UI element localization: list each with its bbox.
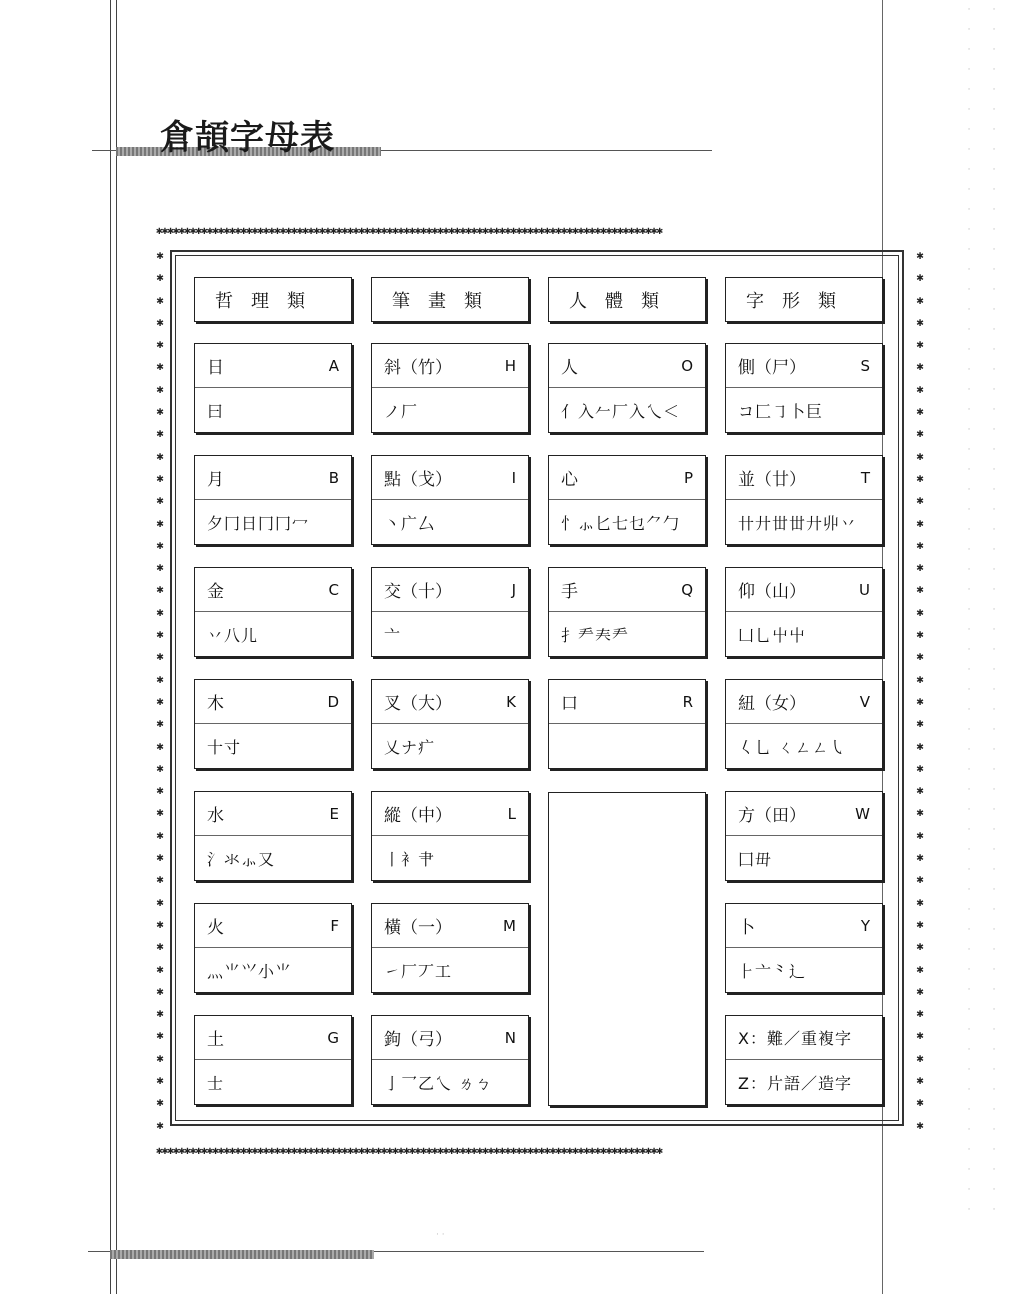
x-key-line: X：難／重複字 bbox=[726, 1016, 882, 1060]
radical-header bbox=[726, 456, 882, 500]
radical-header bbox=[372, 1016, 528, 1060]
radical-key-letter: U bbox=[859, 580, 870, 599]
radical-header bbox=[372, 904, 528, 948]
radical-box-t bbox=[725, 455, 883, 545]
radical-auxiliary-shapes: コ匚㇆卜巨 bbox=[738, 401, 824, 421]
radical-key-letter: V bbox=[859, 692, 870, 711]
bottom-shade-bar bbox=[110, 1250, 374, 1259]
right-edge-dots-2: · · · · · · · · · · · · · · · · · · · · · · · · · · · · · · · · · · · · · · · · · · · · · · · · · · · · · · · · · · · · · bbox=[992, 5, 996, 1215]
radical-key-letter: Q bbox=[681, 580, 693, 599]
radical-auxiliary-shapes: 乂ナ疒 bbox=[384, 737, 436, 757]
radical-key-letter: K bbox=[506, 692, 516, 711]
radical-key-letter: T bbox=[860, 468, 870, 487]
radical-box-k bbox=[371, 679, 529, 769]
radical-name: 側（尸） bbox=[738, 358, 806, 378]
radical-header bbox=[726, 568, 882, 612]
radical-key-letter: G bbox=[327, 1028, 339, 1047]
radical-name: 鉤（弓） bbox=[384, 1030, 452, 1050]
radical-box-m bbox=[371, 903, 529, 993]
radical-name: 金 bbox=[207, 582, 224, 602]
radical-box-c bbox=[194, 567, 352, 657]
radical-auxiliary-shapes bbox=[549, 724, 705, 768]
radical-header bbox=[195, 456, 351, 500]
radical-key-letter: P bbox=[683, 468, 693, 487]
radical-box-i bbox=[371, 455, 529, 545]
radical-header bbox=[549, 344, 705, 388]
radical-auxiliary-shapes: 士 bbox=[207, 1073, 225, 1093]
radical-header bbox=[549, 680, 705, 724]
radical-box-j bbox=[371, 567, 529, 657]
radical-box-b bbox=[194, 455, 352, 545]
category-strokes: 筆 畫 類 bbox=[371, 277, 529, 322]
radical-name: 木 bbox=[207, 694, 224, 714]
radical-auxiliary-shapes: 𡿨乚 ㄑㄥㄥ㇂ bbox=[738, 737, 847, 757]
radical-box-s bbox=[725, 343, 883, 433]
radical-auxiliary-shapes: 曰 bbox=[207, 401, 225, 421]
radical-auxiliary-shapes: ノ厂 bbox=[384, 401, 419, 421]
radical-header bbox=[549, 568, 705, 612]
radical-header bbox=[195, 792, 351, 836]
radical-box-a bbox=[194, 343, 352, 433]
radical-header bbox=[195, 904, 351, 948]
radical-key-letter: A bbox=[328, 356, 339, 375]
radical-box-h bbox=[371, 343, 529, 433]
radical-box-w bbox=[725, 791, 883, 881]
radical-key-letter: L bbox=[507, 804, 516, 823]
radical-header bbox=[195, 568, 351, 612]
left-margin-line bbox=[110, 0, 111, 1294]
radical-auxiliary-shapes: 亅乛乙乀 ㄌㄅ bbox=[384, 1073, 493, 1093]
left-margin-line-2 bbox=[116, 0, 117, 1294]
star-border-bottom: ✱✱✱✱✱✱✱✱✱✱✱✱✱✱✱✱✱✱✱✱✱✱✱✱✱✱✱✱✱✱✱✱✱✱✱✱✱✱✱✱✱✱✱✱✱✱✱✱✱✱✱✱✱✱✱✱✱✱✱✱✱✱✱✱✱✱✱✱✱✱✱✱✱✱✱✱✱✱✱✱✱✱✱✱✱✱✱✱✱✱ bbox=[156, 1144, 663, 1157]
radical-header bbox=[372, 344, 528, 388]
radical-name: 手 bbox=[561, 582, 578, 602]
category-body: 人 體 類 bbox=[548, 277, 706, 322]
radical-key-letter: Y bbox=[860, 916, 870, 935]
radical-auxiliary-shapes: ⺊亠⺀辶 bbox=[738, 961, 807, 981]
radical-box-f bbox=[194, 903, 352, 993]
radical-auxiliary-shapes: 氵氺⺗又 bbox=[207, 849, 276, 869]
radical-name: 叉（大） bbox=[384, 694, 452, 714]
radical-name: 方（田） bbox=[738, 806, 806, 826]
radical-auxiliary-shapes: 囗毌 bbox=[738, 849, 773, 869]
radical-header bbox=[195, 680, 351, 724]
radical-auxiliary-shapes: 忄⺗匕七乜⺈勹 bbox=[561, 513, 681, 533]
radical-auxiliary-shapes: ㇀厂丆工 bbox=[384, 961, 453, 981]
radical-name: 紐（女） bbox=[738, 694, 806, 714]
radical-name: 土 bbox=[207, 1030, 224, 1050]
page-title: 倉頡字母表 bbox=[160, 118, 335, 158]
radical-auxiliary-shapes: 灬⺌⺍小⺌ bbox=[207, 961, 293, 981]
radical-box-g bbox=[194, 1015, 352, 1105]
radical-key-letter: B bbox=[328, 468, 339, 487]
right-edge-dots: · · · · · · · · · · · · · · · · · · · · · · · · · · · · · · · · · · · · · · · · · · · · · · · · · · · · · · · · · · · · · bbox=[967, 5, 971, 1215]
radical-auxiliary-shapes: 凵乚屮屮 bbox=[738, 625, 807, 645]
radical-header bbox=[372, 680, 528, 724]
radical-key-letter: C bbox=[328, 580, 339, 599]
radical-name: 卜 bbox=[738, 918, 755, 938]
radical-box-n bbox=[371, 1015, 529, 1105]
radical-header bbox=[726, 904, 882, 948]
page-footnote: · · bbox=[436, 1230, 445, 1240]
radical-auxiliary-shapes: 卄廾丗丗廾丱丷 bbox=[738, 513, 858, 533]
radical-auxiliary-shapes: 扌龵𡗗龵 bbox=[561, 625, 630, 645]
radical-name: 月 bbox=[207, 470, 224, 490]
radical-key-letter: H bbox=[504, 356, 516, 375]
radical-key-letter: F bbox=[330, 916, 339, 935]
radical-key-letter: O bbox=[681, 356, 693, 375]
radical-header bbox=[549, 456, 705, 500]
radical-auxiliary-shapes: 亠 bbox=[384, 625, 402, 645]
radical-box-d bbox=[194, 679, 352, 769]
radical-box-y bbox=[725, 903, 883, 993]
radical-key-letter: S bbox=[860, 356, 870, 375]
radical-name: 人 bbox=[561, 358, 578, 378]
radical-name: 交（十） bbox=[384, 582, 452, 602]
special-keys-box bbox=[725, 1015, 883, 1105]
radical-name: 水 bbox=[207, 806, 224, 826]
radical-name: 點（戈） bbox=[384, 470, 452, 490]
radical-box-o bbox=[548, 343, 706, 433]
radical-box-u bbox=[725, 567, 883, 657]
radical-box-e bbox=[194, 791, 352, 881]
radical-auxiliary-shapes: 丶广厶 bbox=[384, 513, 436, 533]
star-border-left: ✱ ✱ ✱ ✱ ✱ ✱ ✱ ✱ ✱ ✱ ✱ ✱ ✱ ✱ ✱ ✱ ✱ ✱ ✱ ✱ ✱ ✱ ✱ ✱ ✱ ✱ ✱ ✱ ✱ ✱ ✱ ✱ ✱ ✱ ✱ ✱ ✱ ✱ ✱ ✱ bbox=[156, 248, 164, 1132]
z-key-line: Z：片語／造字 bbox=[738, 1073, 852, 1093]
radical-name: 心 bbox=[561, 470, 578, 490]
category-shapes: 字 形 類 bbox=[725, 277, 883, 322]
blank-panel bbox=[548, 792, 706, 1106]
star-border-right: ✱ ✱ ✱ ✱ ✱ ✱ ✱ ✱ ✱ ✱ ✱ ✱ ✱ ✱ ✱ ✱ ✱ ✱ ✱ ✱ ✱ ✱ ✱ ✱ ✱ ✱ ✱ ✱ ✱ ✱ ✱ ✱ ✱ ✱ ✱ ✱ ✱ ✱ ✱ ✱ bbox=[916, 248, 924, 1132]
radical-name: 橫（一） bbox=[384, 918, 452, 938]
radical-name: 斜（竹） bbox=[384, 358, 452, 378]
radical-key-letter: J bbox=[511, 580, 516, 599]
radical-header bbox=[726, 344, 882, 388]
radical-key-letter: E bbox=[329, 804, 339, 823]
radical-name: 口 bbox=[561, 694, 578, 714]
radical-header bbox=[726, 680, 882, 724]
radical-box-l bbox=[371, 791, 529, 881]
radical-key-letter: D bbox=[327, 692, 339, 711]
radical-auxiliary-shapes: 亻入𠂉厂入乀＜ bbox=[561, 401, 681, 421]
radical-key-letter: N bbox=[504, 1028, 516, 1047]
radical-header bbox=[195, 1016, 351, 1060]
radical-name: 仰（山） bbox=[738, 582, 806, 602]
radical-header bbox=[195, 344, 351, 388]
radical-header bbox=[372, 456, 528, 500]
radical-key-letter: W bbox=[855, 804, 870, 823]
radical-name: 火 bbox=[207, 918, 224, 938]
radical-auxiliary-shapes: 夕冂日冂冂冖 bbox=[207, 513, 310, 533]
star-border-top: ✱✱✱✱✱✱✱✱✱✱✱✱✱✱✱✱✱✱✱✱✱✱✱✱✱✱✱✱✱✱✱✱✱✱✱✱✱✱✱✱✱✱✱✱✱✱✱✱✱✱✱✱✱✱✱✱✱✱✱✱✱✱✱✱✱✱✱✱✱✱✱✱✱✱✱✱✱✱✱✱✱✱✱✱✱✱✱✱✱✱ bbox=[156, 224, 663, 237]
radical-header bbox=[372, 792, 528, 836]
radical-header bbox=[372, 568, 528, 612]
radical-name: 並（廿） bbox=[738, 470, 806, 490]
radical-name: 縱（中） bbox=[384, 806, 452, 826]
radical-auxiliary-shapes: 丷八儿 bbox=[207, 625, 259, 645]
radical-box-r bbox=[548, 679, 706, 769]
radical-box-v bbox=[725, 679, 883, 769]
radical-key-letter: I bbox=[511, 468, 516, 487]
radical-box-p bbox=[548, 455, 706, 545]
radical-auxiliary-shapes: 丨衤肀 bbox=[384, 849, 436, 869]
radical-key-letter: M bbox=[503, 916, 516, 935]
radical-box-q bbox=[548, 567, 706, 657]
radical-key-letter: R bbox=[682, 692, 693, 711]
radical-name: 日 bbox=[207, 358, 224, 378]
radical-header bbox=[726, 792, 882, 836]
category-philosophy: 哲 理 類 bbox=[194, 277, 352, 322]
radical-auxiliary-shapes: 十寸 bbox=[207, 737, 242, 757]
